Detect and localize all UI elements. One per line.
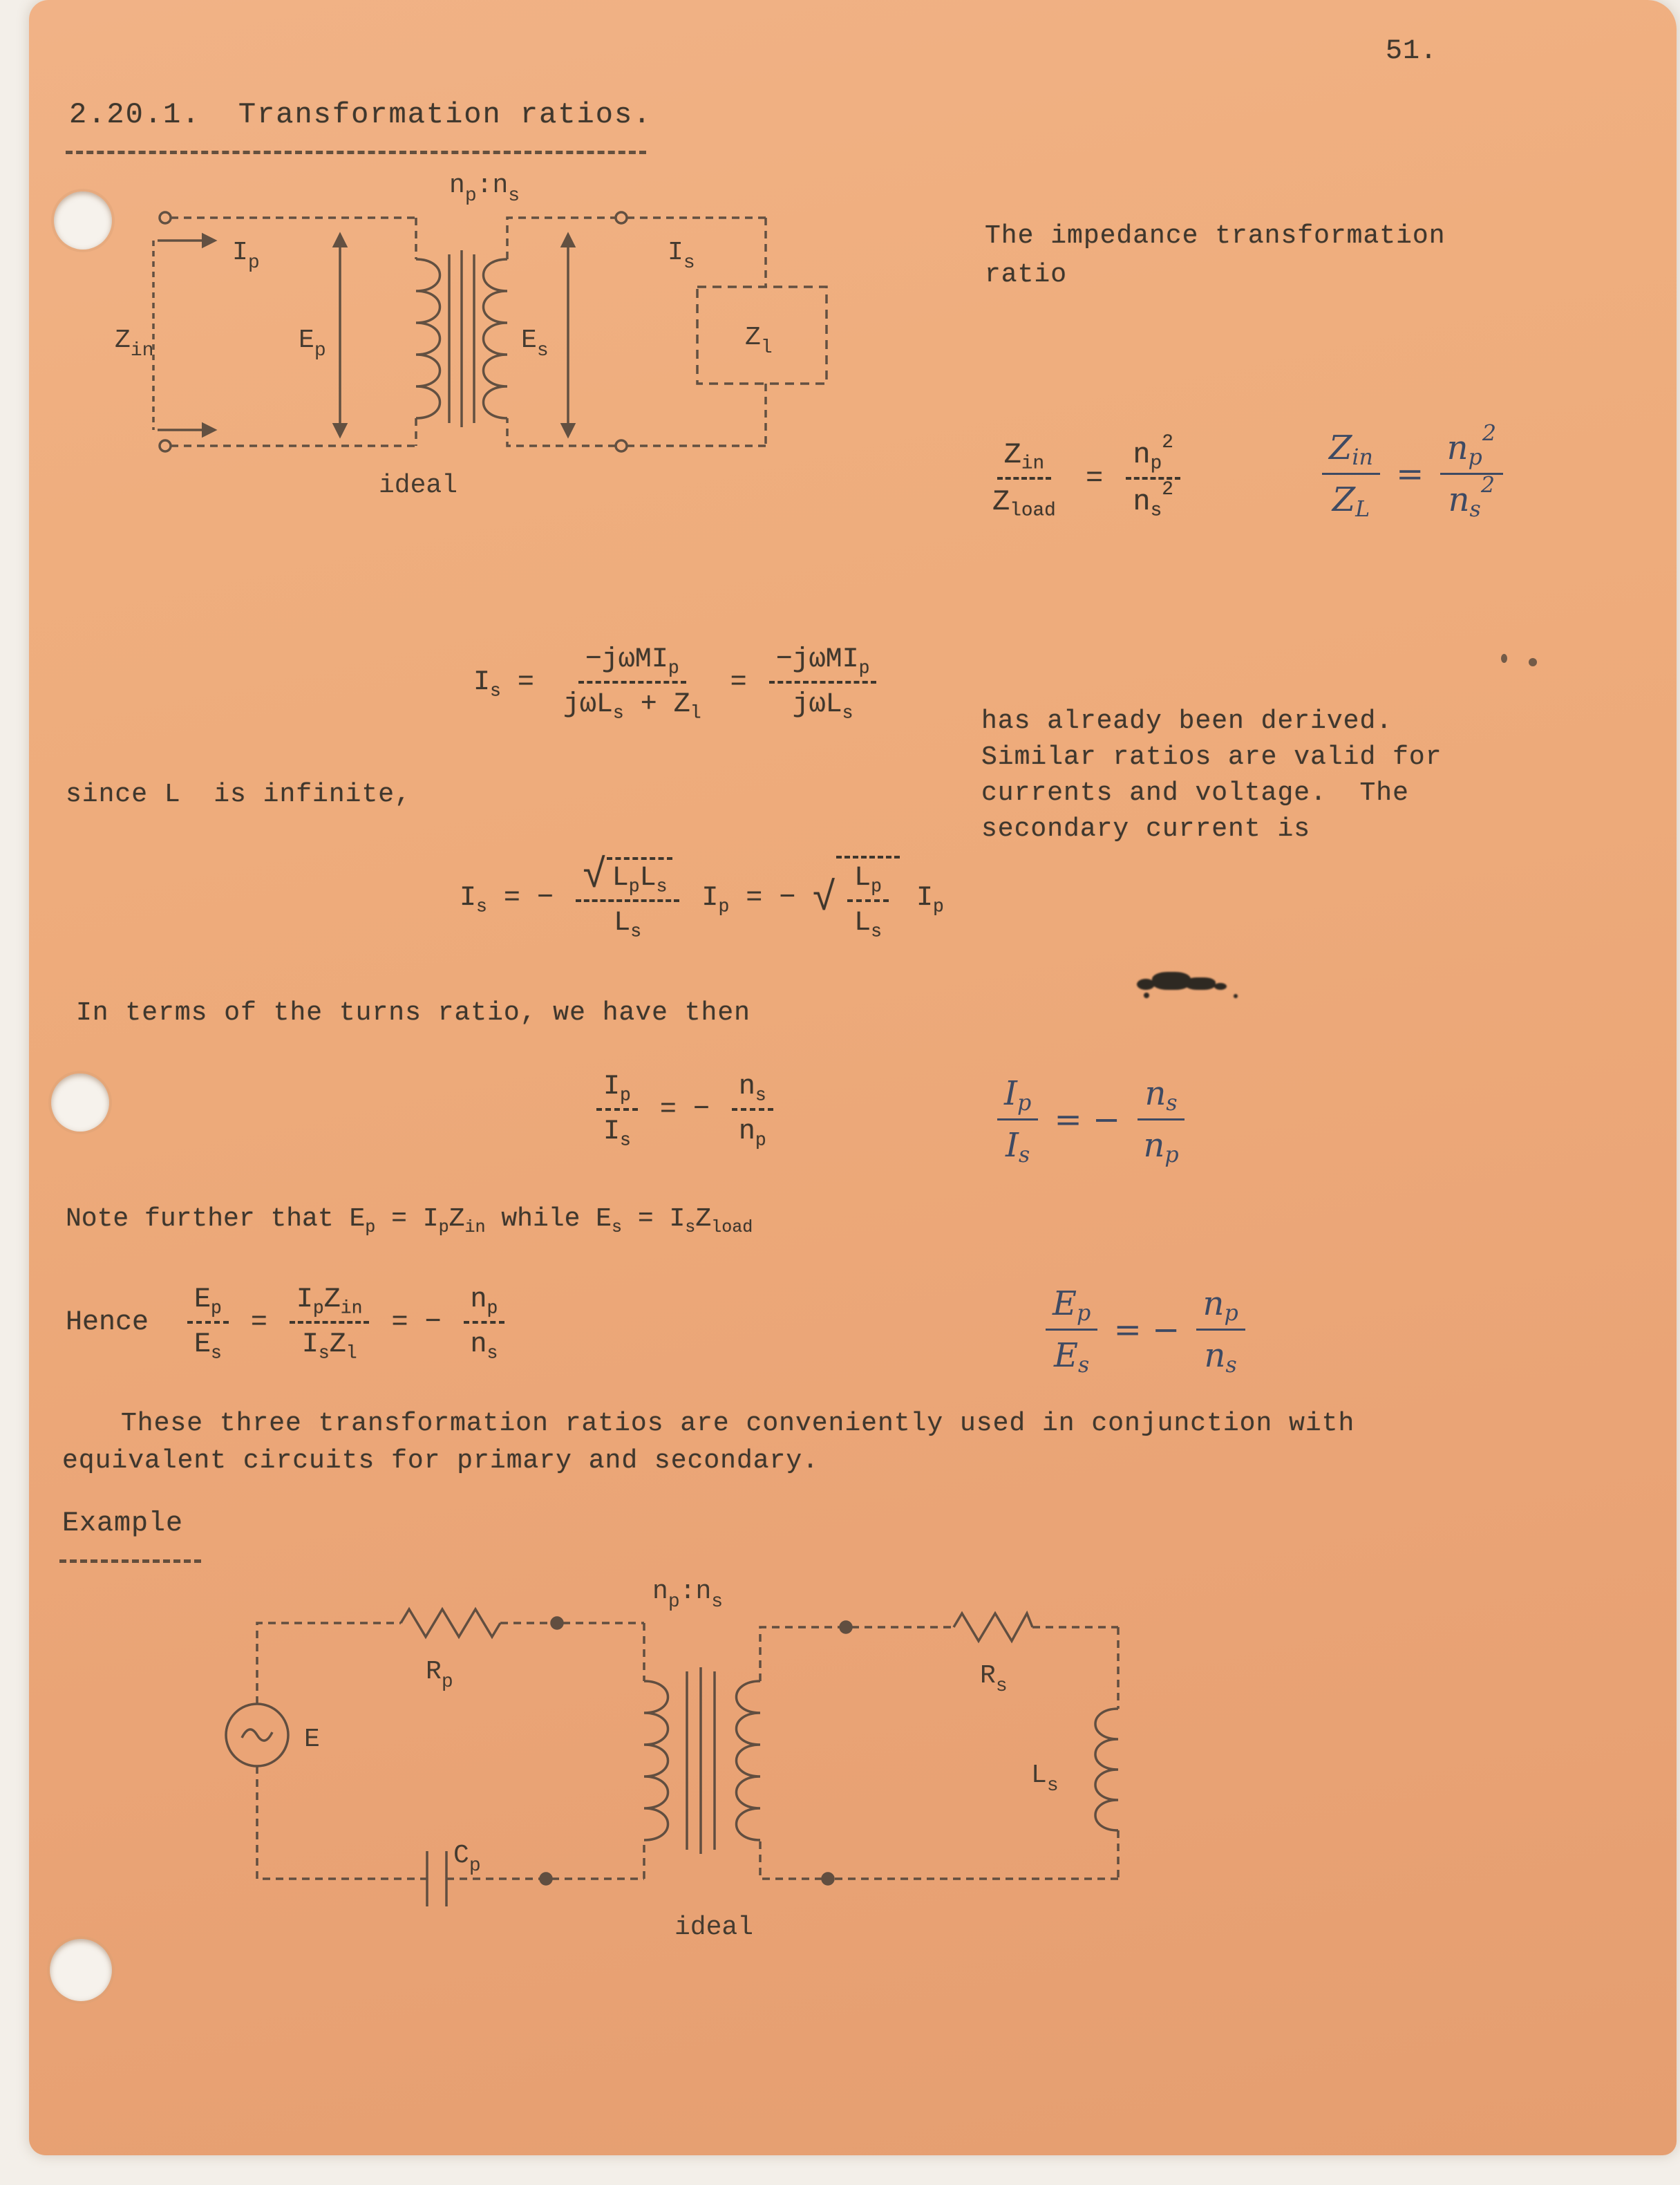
secondary-coil: [737, 1681, 761, 1840]
primary-bottom-wire: [257, 1766, 644, 1879]
impedance-ratio-equation-handwritten: Z $_{in}$ Z $_L$ = n $_p$ 2 n $_s$ 2: [1316, 427, 1509, 521]
note-line: Note further that E $_p$ = I $_p$ Z $_{in}$ while E $_s$ = I $_s$ Z $_{load}$: [66, 1204, 753, 1237]
infinite-inductance-equation: I $_s$ = − √ L $_p$ L $_s$ L $_s$ I $_p$ = − √ L $_p$ L $_s$ I $_p$: [460, 854, 944, 942]
secondary-current-label: $I_s$: [668, 238, 695, 274]
turns-ratio-label: $n_p:n_s$: [652, 1577, 724, 1613]
primary-current-label: $I_p$: [232, 238, 260, 274]
ideal-label: ideal: [674, 1913, 754, 1942]
impedance-ratio-equation-typed: Z $_{in}$ Z $_{load}$ = n $_p$ 2 n $_s$ 2: [980, 437, 1186, 520]
secondary-current-equation: I $_s$ = −jωMI $_p$ jωL $_s$ + Z $_l$ = −jωMI $_p$ jωL $_s$: [473, 643, 882, 722]
capacitor-icon: [427, 1851, 446, 1906]
example-circuit-diagram: [207, 1577, 1147, 1971]
transformer-core-icon: [687, 1667, 715, 1854]
page-number: 51.: [1386, 36, 1438, 67]
transformer-core-icon: [449, 250, 474, 427]
example-heading: Example: [62, 1508, 184, 1539]
ink-speck: [1529, 658, 1537, 666]
secondary-inductance-label: $L_s$: [1031, 1761, 1059, 1797]
ink-speck: [1501, 654, 1507, 663]
paragraph-line: equivalent circuits for primary and secondary.: [62, 1446, 819, 1476]
primary-coil: [416, 259, 440, 418]
terminal: [540, 1873, 551, 1884]
paragraph-line: These three transformation ratios are conveniently used in conjunction with: [121, 1409, 1355, 1438]
primary-coil: [644, 1681, 668, 1840]
current-ratio-equation-typed: I $_p$ I $_s$ = − n $_s$ n $_p$: [591, 1070, 779, 1149]
section-number: 2.20.1.: [69, 98, 201, 131]
voltage-ratio-equation-typed: Hence E $_p$ E $_s$ = I $_p$ Z $_{in}$ I $_s$ Z $_l$ = − n $_p$ n $_s$: [66, 1283, 510, 1362]
body-line: currents and voltage. The: [981, 778, 1409, 808]
since-line: since L is infinite,: [66, 780, 411, 809]
body-line: secondary current is: [981, 814, 1311, 844]
primary-voltage-label: $E_p$: [299, 326, 326, 362]
terminal: [616, 440, 627, 451]
primary-resistance-label: $R_p$: [426, 1657, 453, 1693]
primary-resistor-icon: [401, 1609, 500, 1637]
terminal: [160, 212, 171, 223]
section-heading: [69, 98, 652, 131]
terminal: [551, 1617, 563, 1629]
secondary-voltage-label: $E_s$: [521, 326, 549, 362]
turns-ratio-line: In terms of the turns ratio, we have then: [76, 998, 751, 1028]
load-box: [697, 287, 827, 384]
secondary-coil: [484, 259, 508, 418]
inductor-coil: [1095, 1709, 1118, 1830]
terminal: [616, 212, 627, 223]
heading-underline: [66, 151, 646, 154]
section-title: Transformation ratios.: [238, 98, 652, 131]
turns-ratio-label: $n_p:n_s$: [449, 171, 520, 207]
terminal: [160, 440, 171, 451]
secondary-resistance-label: $R_s$: [980, 1661, 1008, 1697]
punch-hole-middle: [51, 1073, 109, 1132]
secondary-top-wire: [760, 1627, 954, 1681]
intro-line: ratio: [985, 260, 1068, 290]
punch-hole-bottom: [50, 1939, 112, 2001]
source-label: E: [304, 1725, 320, 1754]
sine-icon: [242, 1729, 272, 1741]
secondary-wire: [507, 218, 766, 446]
intro-line: The impedance transformation: [985, 221, 1446, 251]
capacitor-label: $C_p$: [453, 1841, 481, 1877]
secondary-wire: [760, 1627, 1118, 1879]
primary-wire: [171, 218, 416, 446]
example-underline: [59, 1559, 201, 1563]
transformer-circuit-diagram: [104, 166, 878, 512]
ink-smudge: [1137, 966, 1247, 1008]
ideal-label: ideal: [379, 471, 458, 500]
input-impedance-label: $Z_{in}$: [115, 326, 154, 362]
heading-spacer: [200, 98, 238, 131]
body-line: Similar ratios are valid for: [981, 742, 1442, 772]
load-impedance-label: $Z_l$: [745, 323, 773, 359]
terminal: [822, 1873, 833, 1884]
primary-top-wire2: [500, 1623, 644, 1681]
primary-top-wire: [257, 1623, 401, 1704]
body-line: has already been derived.: [981, 706, 1393, 736]
current-ratio-equation-handwritten: I $_p$ I $_s$ = − n $_s$ n $_p$: [992, 1073, 1191, 1166]
secondary-resistor-icon: [954, 1613, 1032, 1641]
terminal: [840, 1622, 851, 1633]
voltage-ratio-equation-handwritten: E $_p$ E $_s$ = − n $_p$ n $_s$: [1040, 1283, 1251, 1376]
